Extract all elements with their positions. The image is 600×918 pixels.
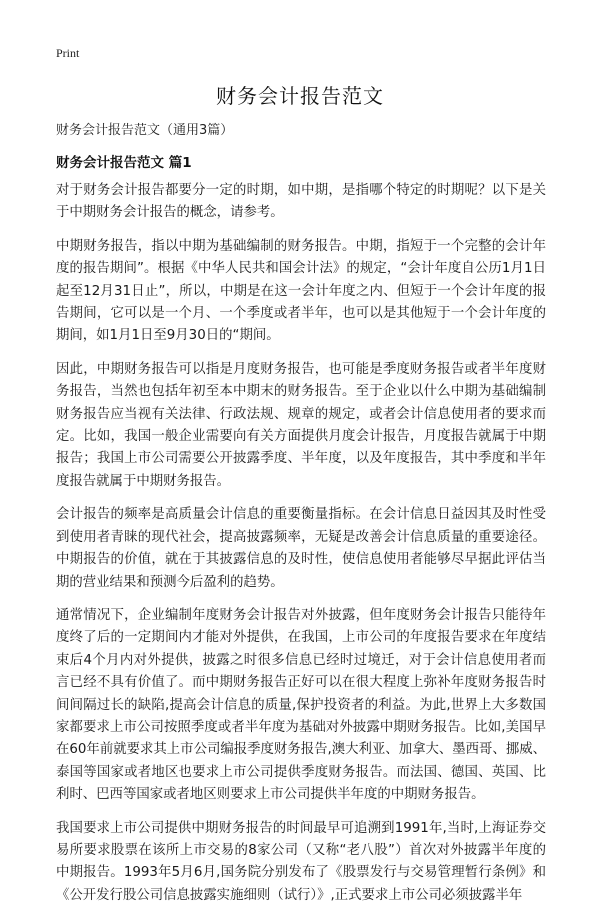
page-title: 财务会计报告范文 [216, 84, 384, 108]
paragraph-4: 会计报告的频率是高质量会计信息的重要衡量指标。在会计信息日益因其及时性受到使用者青睐的现代社会，提高披露频率，无疑是改善会计信息质量的重要途径。中期报告的价值，就在于其披露信息的及时性，使信息使用者能够尽早据此评估当期的营业结果和预测今后盈利的趋势。 [56, 507, 546, 590]
paragraph-1: 对于财务会计报告都要分一定的时期，如中期，是指哪个特定的时期呢？以下是关于中期财务会计报告的概念，请参考。 [56, 183, 546, 221]
paragraph-6: 我国要求上市公司提供中期财务报告的时间最早可追溯到1991年,当时,上海证券交易所要求股票在该所上市交易的8家公司（又称“老八股”）首次对外披露半年度的中期报告。1993年5月6月,国务院分别发布了《股票发行与交易管理暂行条例》和《公开发行股公司信息披露实施细则（试行）》,正式要求上市公司必须披露半年 [56, 820, 546, 903]
paragraph-5: 通常情况下，企业编制年度财务会计报告对外披露，但年度财务会计报告只能待年度终了后的一定期间内才能对外提供，在我国，上市公司的年度报告要求在年度结束后4个月内对外提供，披露之时很多信息已经时过境迁，对于会计信息使用者而言已经不具有价值了。而中期财务报告正好可以在很大程度上弥补年度财务报告时间间隔过长的缺陷,提高会计信息的质量,保护投资者的利益。为此,世界上大多数国家都要求上市公司按照季度或者半年度为基础对外披露中期财务报告。比如,美国早在60年前就要求其上市公司编报季度财务报告,澳大利亚、加拿大、墨西哥、挪威、泰国等国家或者地区也要求上市公司提供季度财务报告。而法国、德国、英国、比利时、巴西等国家或者地区则要求上市公司提供半年度的中期财务报告。 [56, 607, 546, 803]
paragraph-3: 因此，中期财务报告可以指是月度财务报告，也可能是季度财务报告或者半年度财务报告，当然也包括年初至本中期末的财务报告。至于企业以什么中期为基础编制财务报告应当视有关法律、行政法规、规章的规定，或者会计信息使用者的要求而定。比如，我国一般企业需要向有关方面提供月度会计报告，月度报告就属于中期报告；我国上市公司需要公开披露季度、半年度，以及年度报告，其中季度和半年度报告就属于中期财务报告。 [56, 361, 546, 489]
print-link[interactable]: Print [56, 46, 80, 60]
paragraph-2: 中期财务报告，指以中期为基础编制的财务报告。中期，指短于一个完整的会计年度的报告期间”。根据《中华人民共和国会计法》的规定，“会计年度自公历1月1日起至12月31日止”，所以，中期是在这一会计年度之内、但短于一个会计年度的报告期间，它可以是一个月、一个季度或者半年，也可以是其他短于一个会计年度的期间，如1月1日至9月30日的“期间。 [56, 238, 546, 344]
section-heading: 财务会计报告范文 篇1 [56, 155, 192, 171]
article-body [56, 180, 546, 918]
document-subtitle: 财务会计报告范文（通用3篇） [56, 123, 234, 138]
